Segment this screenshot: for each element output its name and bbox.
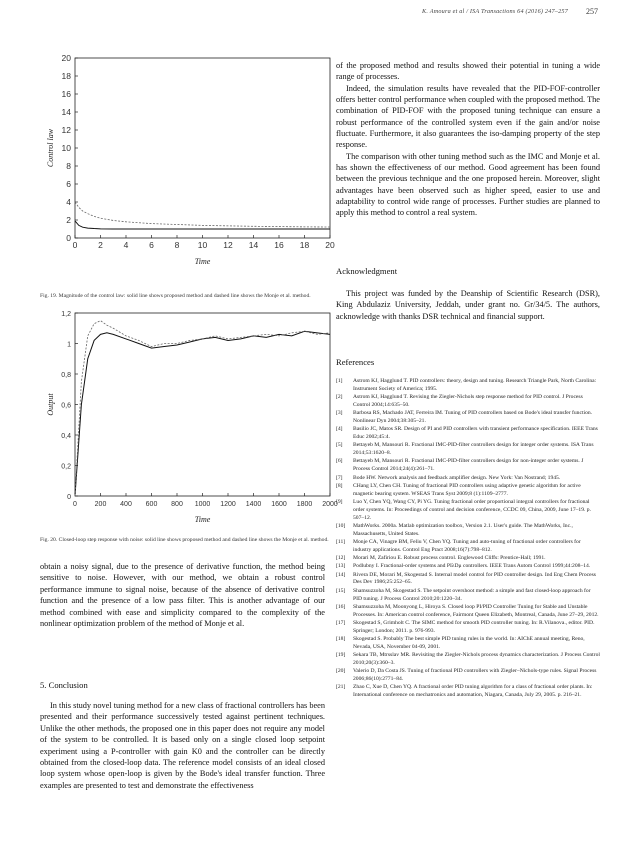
x-tick-label: 12 [223,240,233,250]
reference-text: Podlubny I. Fractional-order systems and PIλDμ controllers. IEEE Trans Autom Control 1999;44:208–14. [353,563,591,570]
page-number: 257 [586,7,598,16]
reference-item [336,588,600,604]
reference-number: [17] [336,620,346,626]
y-axis-label: Output [46,393,55,416]
ack-title: Acknowledgment [336,266,398,276]
x-tick-label: 1200 [220,501,236,508]
y-tick-label: 1 [67,341,71,349]
reference-text: Luo Y, Chen YQ, Wang CY, Pi YG. Tuning fractional order proportional integral controllers for fractional order systems. In: Proceedings of control and decision conference, CCDC 09, China, 2009, June 17–19. p. 507–12. [353,499,591,521]
reference-number: [5] [336,442,343,449]
x-tick-label: 20 [325,240,335,250]
x-axis-label: Time [194,515,211,524]
reference-item [336,378,600,394]
x-tick-label: 800 [171,501,183,508]
series-line-monje [75,202,330,227]
left-body-text [40,561,325,629]
plot-frame [75,58,330,238]
reference-number: [21] [336,684,346,691]
y-tick-label: 0,4 [61,433,71,440]
plot-frame [75,313,330,496]
reference-text: Shamsuzzoha M, Skogestad S. The setpoint overshoot method: a simple and fast closed-loop approach for PID tuning. J Process Control 2010;20:1220–34. [353,587,591,602]
reference-text: CHang LY, Chen CH. Tuning of fractional PID controllers using adaptive genetic algorithm for active magnetic bearing system. WSEAS Trans Syst 2009;8 (1):1109–2777. [353,482,581,497]
output-chart [35,308,338,533]
section-title-conclusion: 5. Conclusion [40,680,88,690]
reference-number: [9] [336,499,343,505]
reference-text: MathWorks. 2000a. Matlab optimization toolbox, Version 2.1. User's guide. The MathWorks, Inc., Massachusetts, United States. [353,522,573,537]
reference-item [336,620,600,636]
reference-item [336,475,600,483]
ack-text: This project was funded by the Deanship of Scientific Research (DSR), King Abdulaziz University, Jeddah, under grant no. Gr/34/5. The authors, acknowledge with thanks DSR technical and financial support. [336,289,600,321]
x-tick-label: 200 [94,501,107,508]
reference-item [336,555,600,563]
reference-item [336,499,600,522]
y-tick-label: 0 [66,233,71,243]
reference-item [336,442,600,458]
reference-text: Skogestad S, Grimholt C. The SIMC method for smooth PID controller tuning. In: R.Vilanova., editor. PID. Springer; London; 2011. p. 976-993. [353,620,595,634]
reference-number: [15] [336,587,346,594]
reference-text: Monje CA, Vinagre BM, Feliu V, Chen YQ. Tuning and auto-tuning of fractional order controllers for industry applications. Control Eng Pract 2008;16(7):798–812. [353,538,581,553]
reference-item [336,652,600,668]
reference-text: Skogestad S. Probably The best simple PID tuning rules in the world. In: AIChE annual meeting, Reno, Nevada, USA, November 04-09, 2001. [353,636,585,650]
reference-text: Shamsuzzoha M, Moonyong L, Hiroya S. Closed loop PI/PID Controller Tuning for Stable and Unstable Processes. In: American control conference, Fairmont Queen Elizabeth, Montreal, Canada, June 27–29, 2012. [353,603,599,618]
paragraph: obtain a noisy signal, due to the presence of derivative function, the method being sensitive to noise. However, with our method, we obtain a robust control performance immune to signal noise, because of the absence of derivative control function and the presence of a low pass filter. This is another advantage of our method combined with ease and simplicity compared to the complexity of the nonlinear optimization problem of the method of Monje et al. [40,562,325,629]
x-tick-label: 18 [299,240,310,250]
references-title: References [336,357,375,367]
reference-item [336,563,600,571]
paragraph: The comparison with other tuning method such as the IMC and Monje et al. has shown the effectiveness of our method. Good agreement has been found between the previous technique and the one proposed herein. Moreover, slight advantages have been observed such as higher speed, easier to use and adaptability to control wide range of processes. Further studies are planned to apply this method to control a real system. [336,151,600,218]
y-tick-label: 16 [61,89,71,99]
reference-item [336,668,600,684]
reference-text: Astrom KJ, Hagglund T. PID controllers: theory, design and tuning. Research Triangle Park, North Carolina: Instrument Society of America; 1995. [353,378,597,392]
reference-number: [16] [336,603,346,610]
x-tick-label: 10 [197,240,208,250]
reference-number: [18] [336,636,346,643]
reference-item [336,523,600,539]
control-law-chart [35,48,335,278]
series-line-proposed [75,331,330,496]
x-tick-label: 2000 [322,501,338,508]
reference-list [336,378,600,700]
reference-number: [10] [336,522,346,529]
reference-text: Barbosa RS, Machado JAT, Ferreira IM. Tuning of PID controllers based on Bode's ideal transfer function. Nonlinear Dyn 2004;38:305–21. [353,410,593,424]
x-tick-label: 1600 [271,501,287,508]
acknowledgment-section [336,266,600,322]
figure-19 [35,48,335,278]
reference-number: [4] [336,426,343,433]
reference-text: Valerio D, Da Costa JS. Tuning of fractional PID controllers with Ziegler–Nichols-type rules. Signal Process 2006;86(10):2771–84. [353,668,597,683]
x-tick-label: 16 [274,240,284,250]
reference-number: [3] [336,410,343,417]
y-tick-label: 20 [61,53,71,63]
reference-number: [2] [336,394,343,401]
reference-item [336,684,600,700]
reference-item [336,539,600,555]
reference-item [336,410,600,426]
x-tick-label: 1000 [194,501,211,508]
paragraph: Indeed, the simulation results have revealed that the PID-FOF-controller offers better control performance when coupled with the proposed method. The combination of PID-FOF with the proposed tuning technique can ensure a robust performance of the controlled system even if the gain and/or noise fluctuate. Furthermore, it also guarantees the iso-damping property of the step response. [336,83,600,150]
page-header [40,8,598,22]
reference-number: [13] [336,563,346,570]
reference-number: [12] [336,555,346,562]
x-tick-label: 0 [73,501,77,508]
y-tick-label: 1,2 [61,311,71,318]
figure-19-caption: Fig. 19. Magnitude of the control law: solid line shows proposed method and dashed line shows the Monje et al. method. [40,293,311,299]
y-tick-label: 0 [67,494,71,501]
reference-number: [20] [336,668,346,675]
x-tick-label: 1400 [245,501,262,508]
y-tick-label: 4 [66,197,71,207]
figure-20-caption: Fig. 20. Closed-loop step response with noise: solid line shows proposed method and dashed line shows the Monje et al. method. [40,537,329,543]
paragraph: In this study novel tuning method for a new class of fractional controllers has been presented and their performance successively tested against pertinent techniques. Unlike the other methods, the proposed one in this paper does not require any model of the system to be controlled. It is based only on a single closed loop setpoint experiment using a P-controller with gain K0 and the controller can be directly obtained from the closed-loop data. The reference model consists of an ideal closed loop system whose open-loop is given by the Bode's ideal transfer function. Three examples are presented to test and demonstrate the effectiveness [40,701,325,790]
reference-number: [8] [336,482,343,489]
x-axis-label: Time [194,257,211,266]
y-tick-label: 8 [66,161,71,171]
reference-text: Morari M, Zafiriou E. Robust process control. Englewood Cliffs: Prentice-Hall; 1991. [353,555,546,562]
y-tick-label: 18 [61,71,71,81]
reference-item [336,483,600,499]
y-tick-label: 0,6 [61,402,71,410]
x-tick-label: 0 [72,240,78,250]
reference-item [336,636,600,652]
reference-item [336,426,600,442]
reference-number: [11] [336,538,346,545]
reference-item [336,458,600,474]
x-tick-label: 600 [145,501,158,508]
y-tick-label: 0,8 [61,372,71,379]
series-line-proposed [75,221,330,229]
series-line-monje [75,321,330,496]
reference-item [336,394,600,410]
reference-text: Zhao C, Xue D, Chen YQ. A fractional order PID tuning algorithm for a class of fractional order plants. In: International conference on mechatronics and automation, Niagara, Canada, July 29, 2005. p. 216–21. [353,684,593,699]
y-axis-label: Control law [46,128,55,168]
reference-item [336,604,600,620]
reference-number: [6] [336,458,343,465]
x-tick-label: 6 [149,240,154,250]
x-tick-label: 14 [248,240,259,250]
paragraph: of the proposed method and results showed their potential in tuning a wide range of processes. [336,61,600,82]
reference-number: [14] [336,571,346,578]
reference-number: [19] [336,652,346,659]
y-tick-label: 14 [61,107,71,117]
running-head: K. Amoura et al / ISA Transactions 64 (2016) 247–257 [422,8,568,15]
reference-text: Bettayeb M, Mansouri R. Fractional IMC-PID-filter controllers design for non-integer order systems. J Process Control 2014;24(4):261–71. [353,458,584,473]
x-tick-label: 8 [174,240,180,250]
reference-number: [7] [336,474,343,481]
x-tick-label: 400 [120,501,132,508]
x-tick-label: 2 [98,240,103,250]
reference-text: Basilio JC, Matos SR. Design of PI and PID controllers with transient performance specification. IEEE Trans Educ 2002;45:4. [353,426,598,441]
reference-text: Astrom KJ, Hagglund T. Revising the Ziegler-Nichols step response method for PID control. J Process Control 2004;14:635–50. [353,394,583,408]
x-tick-label: 1800 [296,501,313,508]
reference-item [336,572,600,588]
references-section [336,357,600,700]
y-tick-label: 0,2 [61,463,71,471]
y-tick-label: 6 [66,179,71,189]
reference-text: Bettayeb M, Mansouri R. Fractional IMC-PID-filter controllers design for integer order systems. ISA Trans 2014;53:1620–8. [353,442,594,457]
y-tick-label: 2 [66,215,71,225]
figure-20 [35,308,338,533]
reference-text: Bode HW. Network analysis and feedback amplifier design. New York: Van Nostrand; 1945. [353,474,561,481]
right-column [336,60,600,219]
y-tick-label: 12 [61,125,71,135]
reference-text: Sekara TB, Mtrsslav MR. Revisiting the Ziegler-Nichols process dynamics characterization. J Process Control 2010;20(3):360–3. [353,652,600,666]
x-tick-label: 4 [123,240,129,250]
reference-text: Rivera DE, Morari M, Skogestad S. Internal model control for PID controller design. Ind Eng Chem Process Des Dev 1986;25:252–65. [353,571,596,586]
conclusion-text [40,700,325,791]
y-tick-label: 10 [61,143,71,153]
reference-number: [1] [336,378,343,384]
